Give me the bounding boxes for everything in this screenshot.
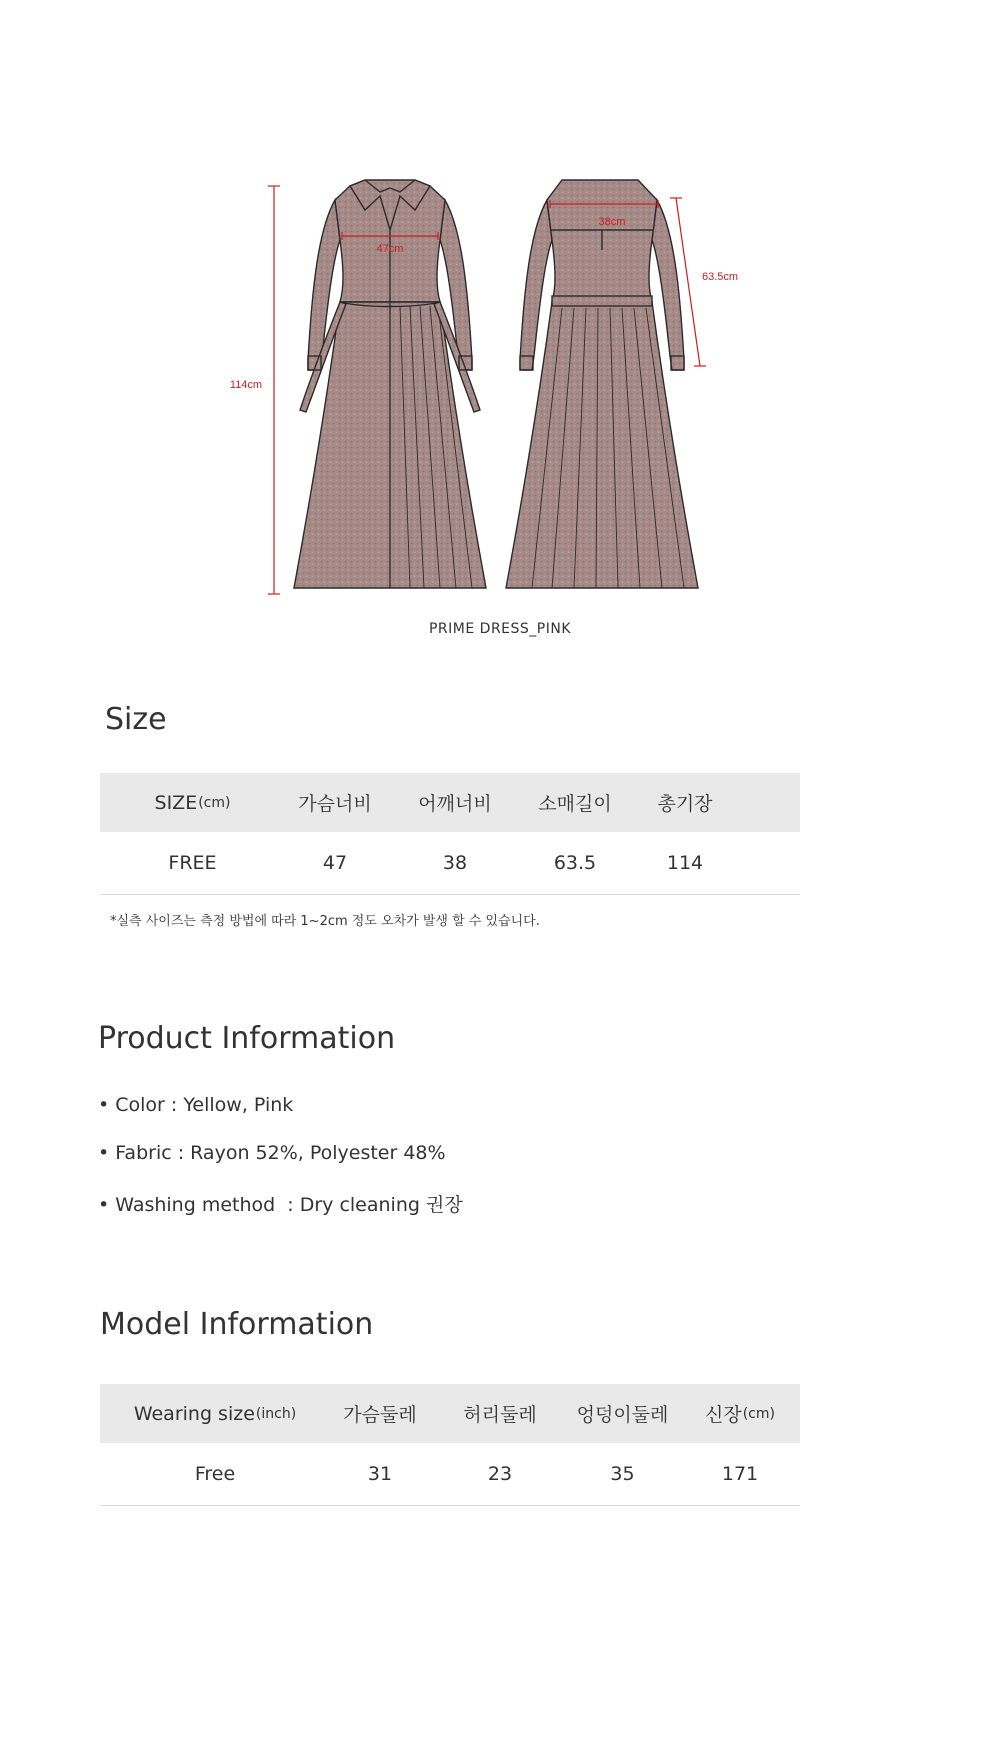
- model-header-wearing-label: Wearing size: [133, 1402, 255, 1425]
- model-header-wearing-unit: (inch): [255, 1405, 297, 1422]
- size-table-header: [100, 773, 800, 832]
- size-section-title: Size: [105, 702, 167, 737]
- model-header-height: [690, 1384, 790, 1443]
- model-cell-wearing: Free: [194, 1463, 236, 1485]
- model-cell-waist: 23: [487, 1463, 513, 1485]
- model-header-hip: 엉덩이둘레: [576, 1404, 669, 1426]
- size-cell-shoulder: 38: [442, 852, 468, 874]
- size-header-length: 총기장: [657, 793, 713, 815]
- product-name: PRIME DRESS_PINK: [428, 621, 572, 637]
- size-cell-size: FREE: [168, 852, 217, 874]
- model-header-waist: 허리둘레: [463, 1404, 537, 1426]
- product-info-washing: • Washing method : Dry cleaning 권장: [98, 1194, 463, 1216]
- size-header-shoulder: 어깨너비: [418, 793, 492, 815]
- size-header-size: [130, 773, 255, 832]
- model-cell-hip: 35: [610, 1463, 635, 1485]
- measure-length-label: 114cm: [229, 379, 263, 391]
- measure-shoulder-label: 38cm: [598, 216, 626, 228]
- size-cell-sleeve: 63.5: [553, 852, 597, 874]
- product-info-color: • Color : Yellow, Pink: [98, 1094, 294, 1116]
- size-table: [100, 773, 800, 895]
- model-cell-height: 171: [721, 1463, 759, 1485]
- size-note: *실측 사이즈는 측정 방법에 따라 1~2cm 정도 오차가 발생 할 수 있습니다.: [110, 914, 540, 929]
- measure-chest-label: 47cm: [376, 243, 404, 255]
- model-header-wearing: [120, 1384, 310, 1443]
- model-header-bust: 가슴둘레: [343, 1404, 417, 1426]
- size-cell-chest: 47: [322, 852, 348, 874]
- product-info-fabric: • Fabric : Rayon 52%, Polyester 48%: [98, 1142, 446, 1164]
- size-header-chest: 가슴너비: [298, 793, 372, 815]
- dress-back-drawing: [506, 180, 698, 588]
- model-header-height-label: 신장: [705, 1404, 742, 1426]
- dress-front-drawing: [294, 180, 486, 588]
- model-table-header: [100, 1384, 800, 1443]
- product-info-title: Product Information: [98, 1021, 396, 1056]
- size-header-size-unit: (cm): [198, 794, 231, 811]
- model-table: [100, 1384, 800, 1508]
- size-header-sleeve: 소매길이: [538, 793, 612, 815]
- model-cell-bust: 31: [367, 1463, 393, 1485]
- table-row: [100, 1443, 800, 1506]
- size-cell-length: 114: [666, 852, 704, 874]
- measure-sleeve-label: 63.5cm: [701, 271, 739, 283]
- model-info-title: Model Information: [100, 1307, 374, 1342]
- dress-illustration: [200, 170, 760, 610]
- table-row: [100, 832, 800, 895]
- size-header-size-label: SIZE: [154, 791, 198, 814]
- model-header-height-unit: (cm): [742, 1405, 775, 1422]
